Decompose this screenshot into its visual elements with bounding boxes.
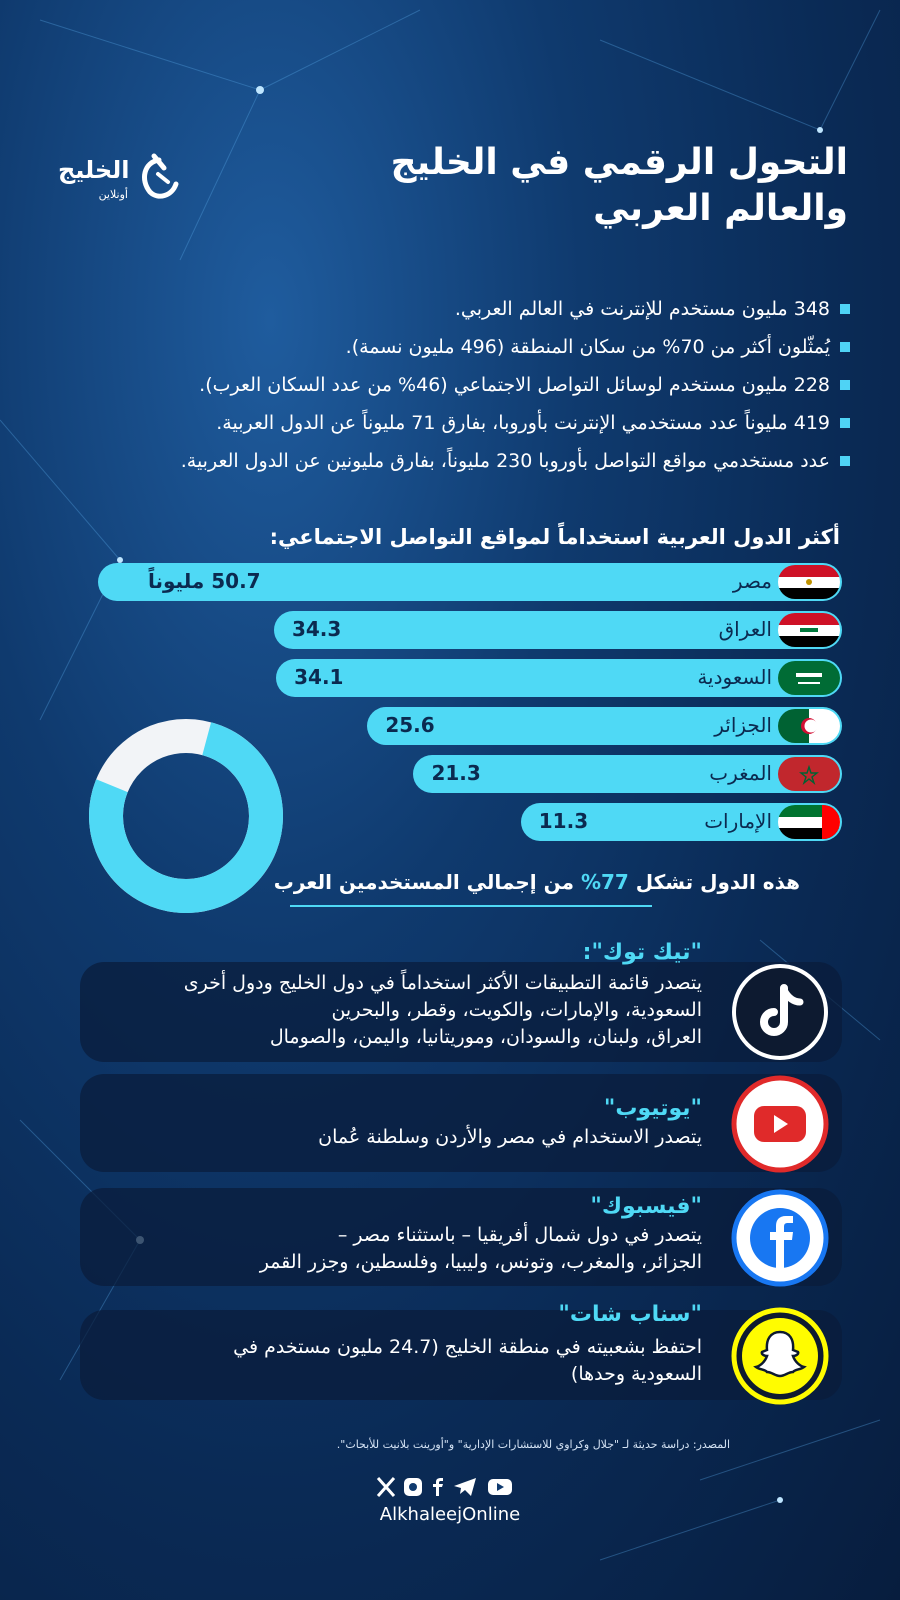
bar-country-label: الإمارات	[704, 809, 772, 833]
fact-item: يُمثّلون أكثر من 70% من سكان المنطقة (496 مليون نسمة).	[50, 328, 850, 366]
app-name: "تيك توك":	[582, 940, 702, 965]
egypt-flag-icon	[778, 565, 840, 599]
app-name: "فيسبوك"	[590, 1194, 702, 1219]
app-desc: يتصدر في دول شمال أفريقيا – باستثناء مصر – الجزائر، والمغرب، وتونس، وليبيا، وفلسطين، وجزر القمر	[259, 1224, 702, 1273]
algeria-flag-icon	[778, 709, 840, 743]
title-line-1: التحول الرقمي في الخليج	[390, 142, 848, 183]
brand-logo	[58, 148, 188, 212]
app-card-snapchat	[80, 1302, 842, 1400]
fact-item: 228 مليون مستخدم لوسائل التواصل الاجتماعي (46% من عدد السكان العرب).	[50, 366, 850, 404]
chart-title: أكثر الدول العربية استخداماً لمواقع التواصل الاجتماعي:	[269, 525, 840, 549]
bar-value-label: 11.3	[538, 809, 589, 833]
app-desc: احتفظ بشعبيته في منطقة الخليج (24.7 مليون مستخدم في السعودية وحدها)	[233, 1336, 702, 1385]
bullet-square-icon	[840, 342, 850, 352]
bar-value-label: 50.7 مليوناً	[148, 569, 261, 593]
bar-row	[274, 611, 842, 649]
bar-country-label: العراق	[718, 617, 772, 641]
bar-row	[521, 803, 842, 841]
x-icon[interactable]	[378, 1478, 394, 1496]
snapchat-icon	[730, 1306, 830, 1406]
brand-mark-icon	[134, 152, 184, 204]
source-note: المصدر: دراسة حديثة لـ "جلال وكراوي للاستشارات الإدارية" و"أورينت بلانيت للأبحاث".	[336, 1438, 730, 1451]
bullet-square-icon	[840, 418, 850, 428]
bar-country-label: الجزائر	[714, 713, 772, 737]
bar-country-label: السعودية	[697, 665, 772, 689]
page-title	[288, 140, 848, 232]
bullet-square-icon	[840, 304, 850, 314]
app-card-youtube	[80, 1074, 842, 1172]
social-icons	[376, 1476, 516, 1498]
share-caption: هذه الدول تشكل 77% من إجمالي المستخدمين العرب	[273, 870, 800, 894]
fact-item: 348 مليون مستخدم للإنترنت في العالم العربي.	[50, 290, 850, 328]
bar-value-label: 34.1	[294, 665, 344, 689]
telegram-icon[interactable]	[454, 1478, 476, 1496]
app-card-facebook	[80, 1188, 842, 1286]
morocco-flag-icon	[778, 757, 840, 791]
title-line-2: والعالم العربي	[593, 188, 848, 229]
share-underline	[290, 905, 652, 907]
bar-value-label: 34.3	[291, 617, 342, 641]
brand-handle: AlkhaleejOnline	[379, 1504, 521, 1525]
app-desc: يتصدر الاستخدام في مصر والأردن وسلطنة عُمان	[318, 1126, 702, 1148]
app-name: "سناب شات"	[558, 1302, 702, 1327]
brand-sub: أونلاين	[98, 188, 128, 201]
facebook-small-icon[interactable]	[433, 1478, 443, 1496]
bar-row	[413, 755, 842, 793]
bar-row	[367, 707, 842, 745]
instagram-icon[interactable]	[404, 1478, 422, 1496]
fact-item: 419 مليوناً عدد مستخدمي الإنترنت بأوروبا، بفارق 71 مليوناً عن الدول العربية.	[50, 404, 850, 442]
youtube-small-icon[interactable]	[488, 1479, 512, 1495]
bar-country-label: المغرب	[709, 761, 772, 785]
bar-country-label: مصر	[732, 569, 772, 593]
bullet-square-icon	[840, 456, 850, 466]
youtube-icon	[730, 1074, 830, 1174]
saudi-flag-icon	[778, 661, 840, 695]
app-card-tiktok	[80, 940, 842, 1062]
fact-item: عدد مستخدمي مواقع التواصل بأوروبا 230 مليوناً، بفارق مليونين عن الدول العربية.	[50, 442, 850, 480]
bar-value-label: 21.3	[431, 761, 481, 785]
facts-list	[50, 290, 850, 480]
bar-row	[98, 563, 842, 601]
app-desc: يتصدر قائمة التطبيقات الأكثر استخداماً في دول الخليج ودول أخرى السعودية، والإمارات، والكويت، وقطر، والبحرين العراق، ولبنان، والسودان، وموريتانيا، واليمن، والصومال	[183, 972, 702, 1048]
iraq-flag-icon	[778, 613, 840, 647]
brand-name: الخليج	[58, 156, 130, 184]
facebook-icon	[730, 1188, 830, 1288]
bullet-square-icon	[840, 380, 850, 390]
tiktok-icon	[730, 962, 830, 1062]
bar-row	[276, 659, 842, 697]
share-percent: 77%	[580, 870, 629, 894]
bar-value-label: 25.6	[385, 713, 435, 737]
uae-flag-icon	[778, 805, 840, 839]
app-name: "يوتيوب"	[603, 1096, 702, 1121]
